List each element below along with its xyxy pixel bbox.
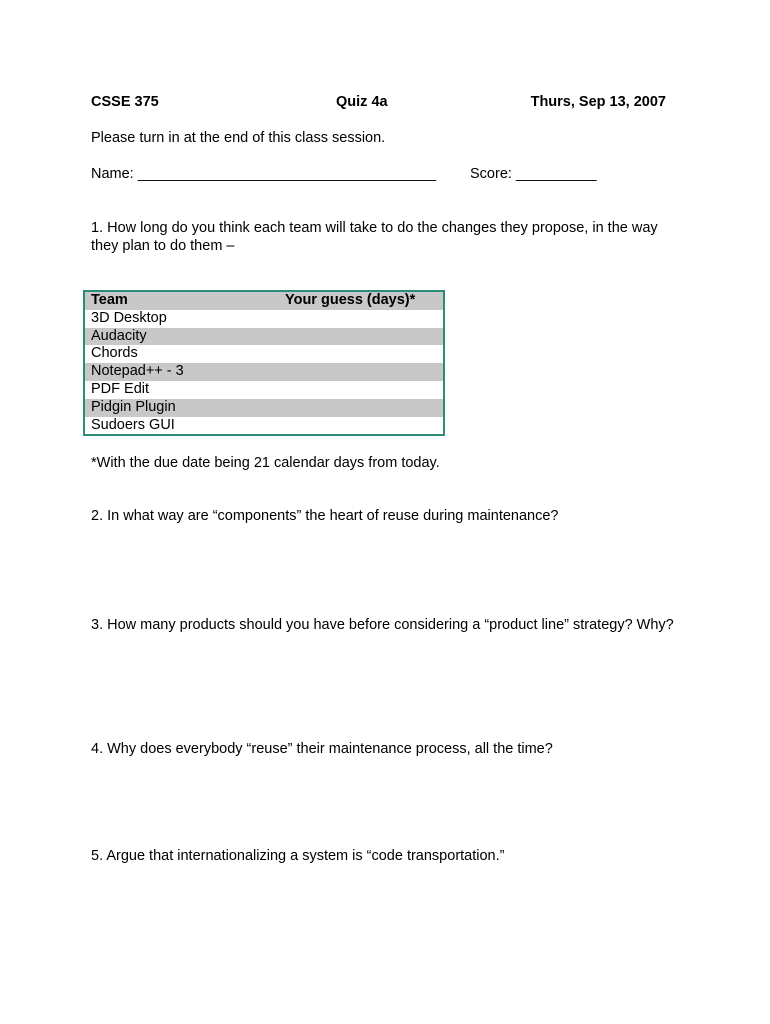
column-header-guess: Your guess (days)* (285, 292, 416, 308)
course-code: CSSE 375 (91, 94, 159, 110)
guess-cell[interactable] (279, 328, 444, 346)
team-name: Notepad++ - 3 (91, 363, 184, 380)
table-header-row (84, 291, 444, 310)
question-4: 4. Why does everybody “reuse” their maintenance process, all the time? (91, 741, 553, 757)
guess-cell[interactable] (279, 363, 444, 381)
question-2: 2. In what way are “components” the heart of reuse during maintenance? (91, 508, 559, 524)
question-1: 1. How long do you think each team will take to do the changes they propose, in the way they plan to do them – (91, 220, 658, 254)
team-name: 3D Desktop (91, 309, 167, 326)
question-3: 3. How many products should you have before considering a “product line” strategy? Why? (91, 617, 674, 633)
team-name: Pidgin Plugin (91, 398, 176, 415)
team-guess-table (83, 290, 445, 436)
quiz-date: Thurs, Sep 13, 2007 (530, 94, 666, 110)
instructions: Please turn in at the end of this class session. (91, 130, 386, 146)
table-row (84, 399, 444, 417)
guess-cell[interactable] (279, 417, 444, 436)
guess-cell[interactable] (279, 345, 444, 363)
table-row (84, 310, 444, 328)
score-field: Score: __________ (470, 166, 597, 182)
table-row (84, 381, 444, 399)
name-field[interactable]: Name: _____________________________________ (91, 166, 437, 182)
table-footnote: *With the due date being 21 calendar days from today. (91, 455, 440, 471)
table-row (84, 328, 444, 346)
table-row (84, 417, 444, 436)
guess-cell[interactable] (279, 310, 444, 328)
column-header-team: Team (91, 292, 128, 308)
table-row (84, 363, 444, 381)
team-name: Audacity (91, 327, 147, 344)
guess-cell[interactable] (279, 399, 444, 417)
table-row (84, 345, 444, 363)
question-5: 5. Argue that internationalizing a system is “code transportation.” (91, 848, 505, 864)
team-name: PDF Edit (91, 380, 150, 397)
guess-cell[interactable] (279, 381, 444, 399)
team-name: Chords (91, 345, 138, 362)
quiz-title: Quiz 4a (336, 94, 388, 110)
team-name: Sudoers GUI (91, 416, 175, 433)
